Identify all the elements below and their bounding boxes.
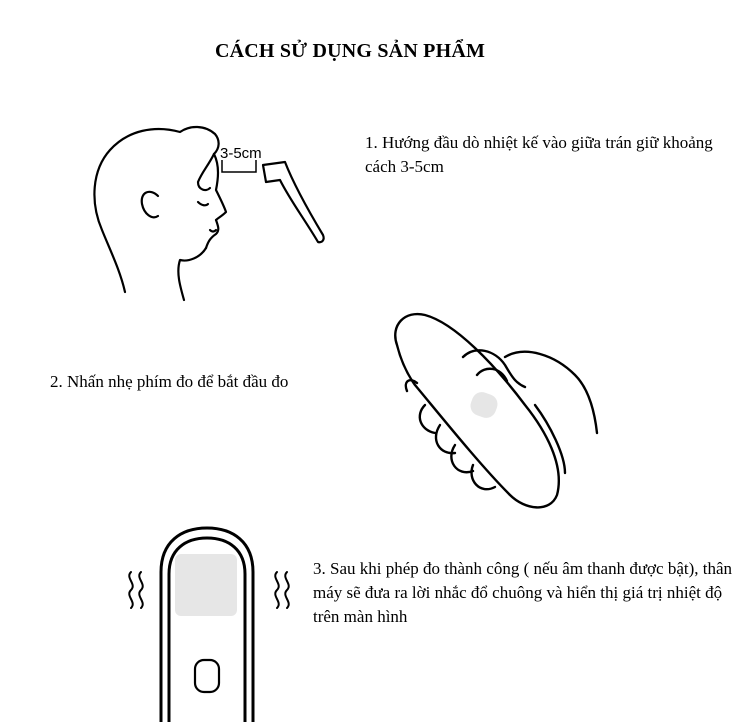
head-profile-icon bbox=[94, 127, 226, 300]
power-button-icon bbox=[195, 660, 219, 692]
step-2-text: 2. Nhấn nhẹ phím đo để bắt đầu đo bbox=[50, 372, 289, 391]
step3-illustration bbox=[115, 522, 315, 722]
step1-illustration bbox=[80, 110, 330, 310]
thermometer-icon bbox=[263, 162, 324, 242]
distance-label: 3-5cm bbox=[220, 145, 262, 162]
page-title: CÁCH SỬ DỤNG SẢN PHẨM bbox=[214, 40, 486, 62]
hand-holding-thermometer-icon bbox=[395, 314, 597, 507]
measure-button-icon bbox=[468, 389, 501, 420]
vibration-right-icon bbox=[275, 572, 288, 608]
vibration-left-icon bbox=[129, 572, 142, 608]
display-screen bbox=[175, 554, 237, 616]
step-3-text: 3. Sau khi phép đo thành công ( nếu âm thanh được bật), thân máy sẽ đưa ra lời nhắc đổ chuông và hiển thị giá trị nhiệt độ trên màn hình bbox=[313, 559, 733, 626]
step2-illustration bbox=[385, 305, 615, 515]
step-1-text: 1. Hướng đầu dò nhiệt kế vào giữa trán giữ khoảng cách 3-5cm bbox=[365, 133, 713, 176]
